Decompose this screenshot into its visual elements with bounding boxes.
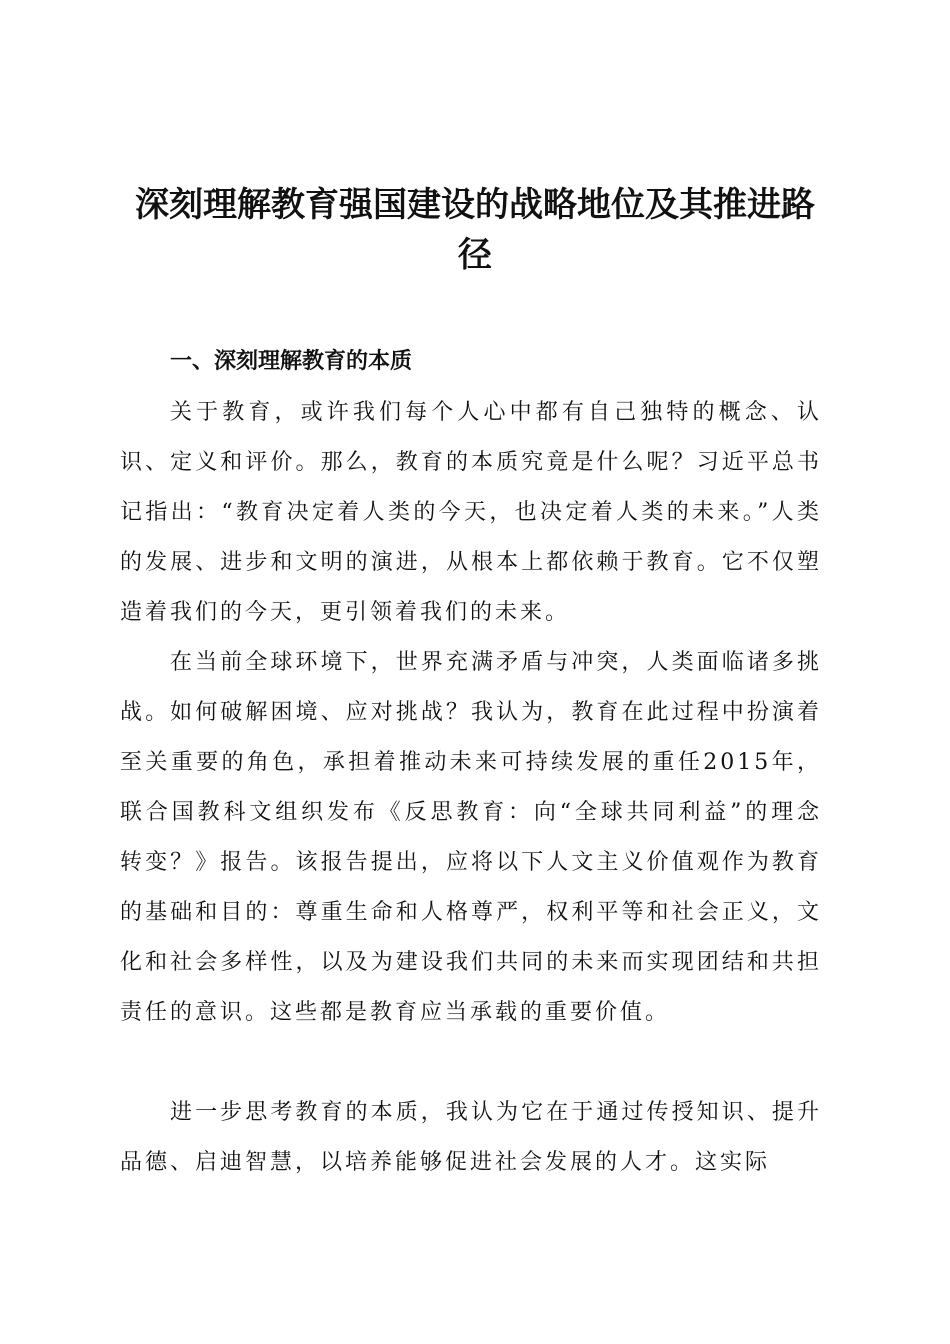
- paragraph-2: 在当前全球环境下，世界充满矛盾与冲突，人类面临诸多挑战。如何破解困境、应对挑战？我认为，教育在此过程中扮演着至关重要的角色，承担着推动未来可持续发展的重任2015年，联合国教科文组织发布《反思教育：向“全球共同利益”的理念转变？》报告。该报告提出，应将以下人文主义价值观作为教育的基础和目的：尊重生命和人格尊严，权利平等和社会正义，文化和社会多样性，以及为建设我们共同的未来而实现团结和共担责任的意识。这些都是教育应当承载的重要价值。: [120, 650, 822, 1025]
- section-heading: 一、深刻理解教育的本质: [170, 349, 413, 374]
- document-title: 深刻理解教育强国建设的战略地位及其推进路径: [135, 185, 815, 275]
- paragraph-1: 关于教育，或许我们每个人心中都有自己独特的概念、认识、定义和评价。那么，教育的本质究竟是什么呢？习近平总书记指出：“教育决定着人类的今天，也决定着人类的未来。”人类的发展、进步和文明的演进，从根本上都依赖于教育。它不仅塑造着我们的今天，更引领着我们的未来。: [120, 400, 822, 625]
- paragraph-3: 进一步思考教育的本质，我认为它在于通过传授知识、提升品德、启迪智慧，以培养能够促进社会发展的人才。这实际: [120, 1100, 822, 1175]
